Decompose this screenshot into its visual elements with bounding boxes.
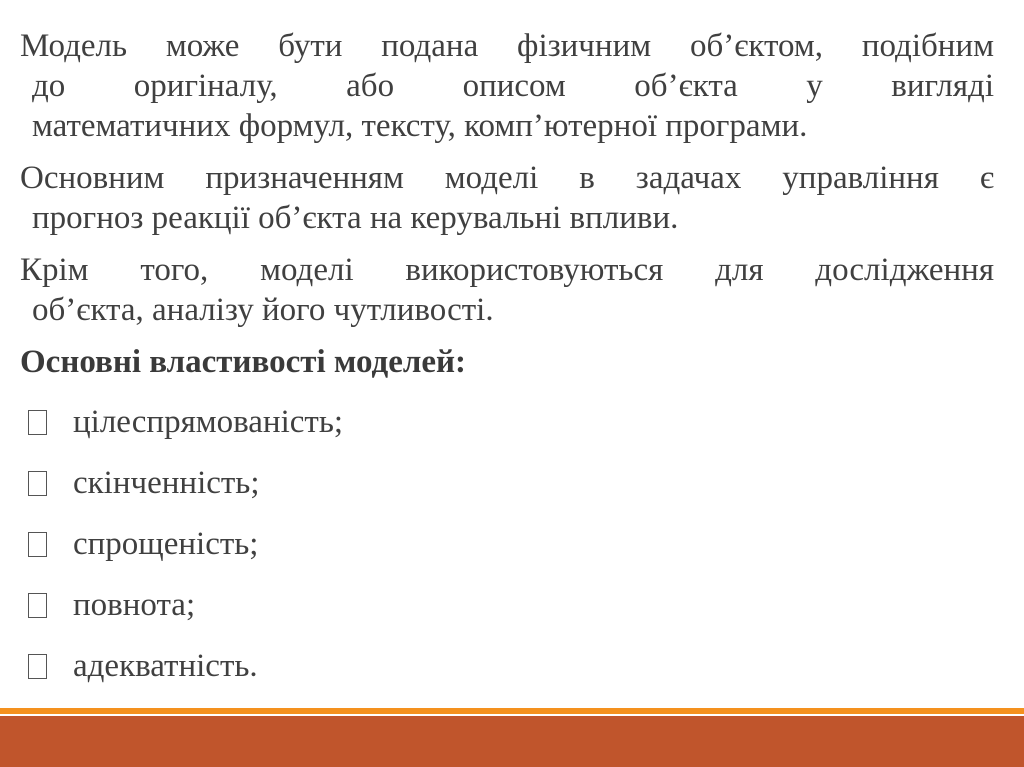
square-bullet-icon [28, 532, 47, 557]
paragraph-line: до оригіналу, або описом об’єкта у вигляді [32, 68, 994, 104]
paragraph-line: математичних формул, тексту, комп’ютерної програми. [32, 108, 808, 144]
properties-list [20, 402, 994, 686]
property-label: адекватність. [73, 648, 258, 684]
list-item [20, 524, 994, 564]
footer-accent-line [0, 708, 1024, 714]
property-label: скінченність; [73, 465, 260, 501]
property-label: спрощеність; [73, 526, 259, 562]
list-item [20, 585, 994, 625]
property-label: повнота; [73, 587, 196, 623]
square-bullet-icon [28, 654, 47, 679]
paragraph-line: прогноз реакції об’єкта на керувальні впливи. [32, 200, 679, 236]
paragraph-model-research [20, 250, 994, 330]
paragraph-line: Крім того, моделі використовуються для дослідження [20, 252, 994, 288]
paragraph-line: Основним призначенням моделі в задачах управління є [20, 160, 994, 196]
square-bullet-icon [28, 593, 47, 618]
list-item [20, 646, 994, 686]
paragraph-model-purpose [20, 158, 994, 238]
paragraph-line: Модель може бути подана фізичним об’єктом, подібним [20, 28, 994, 64]
list-item [20, 402, 994, 442]
list-item [20, 463, 994, 503]
property-label: цілеспрямованість; [73, 404, 344, 440]
footer-band [0, 716, 1024, 767]
square-bullet-icon [28, 471, 47, 496]
paragraph-line: об’єкта, аналізу його чутливості. [32, 292, 494, 328]
square-bullet-icon [28, 410, 47, 435]
slide-content [20, 26, 994, 707]
properties-heading: Основні властивості моделей: [20, 344, 466, 380]
paragraph-model-definition [20, 26, 994, 146]
